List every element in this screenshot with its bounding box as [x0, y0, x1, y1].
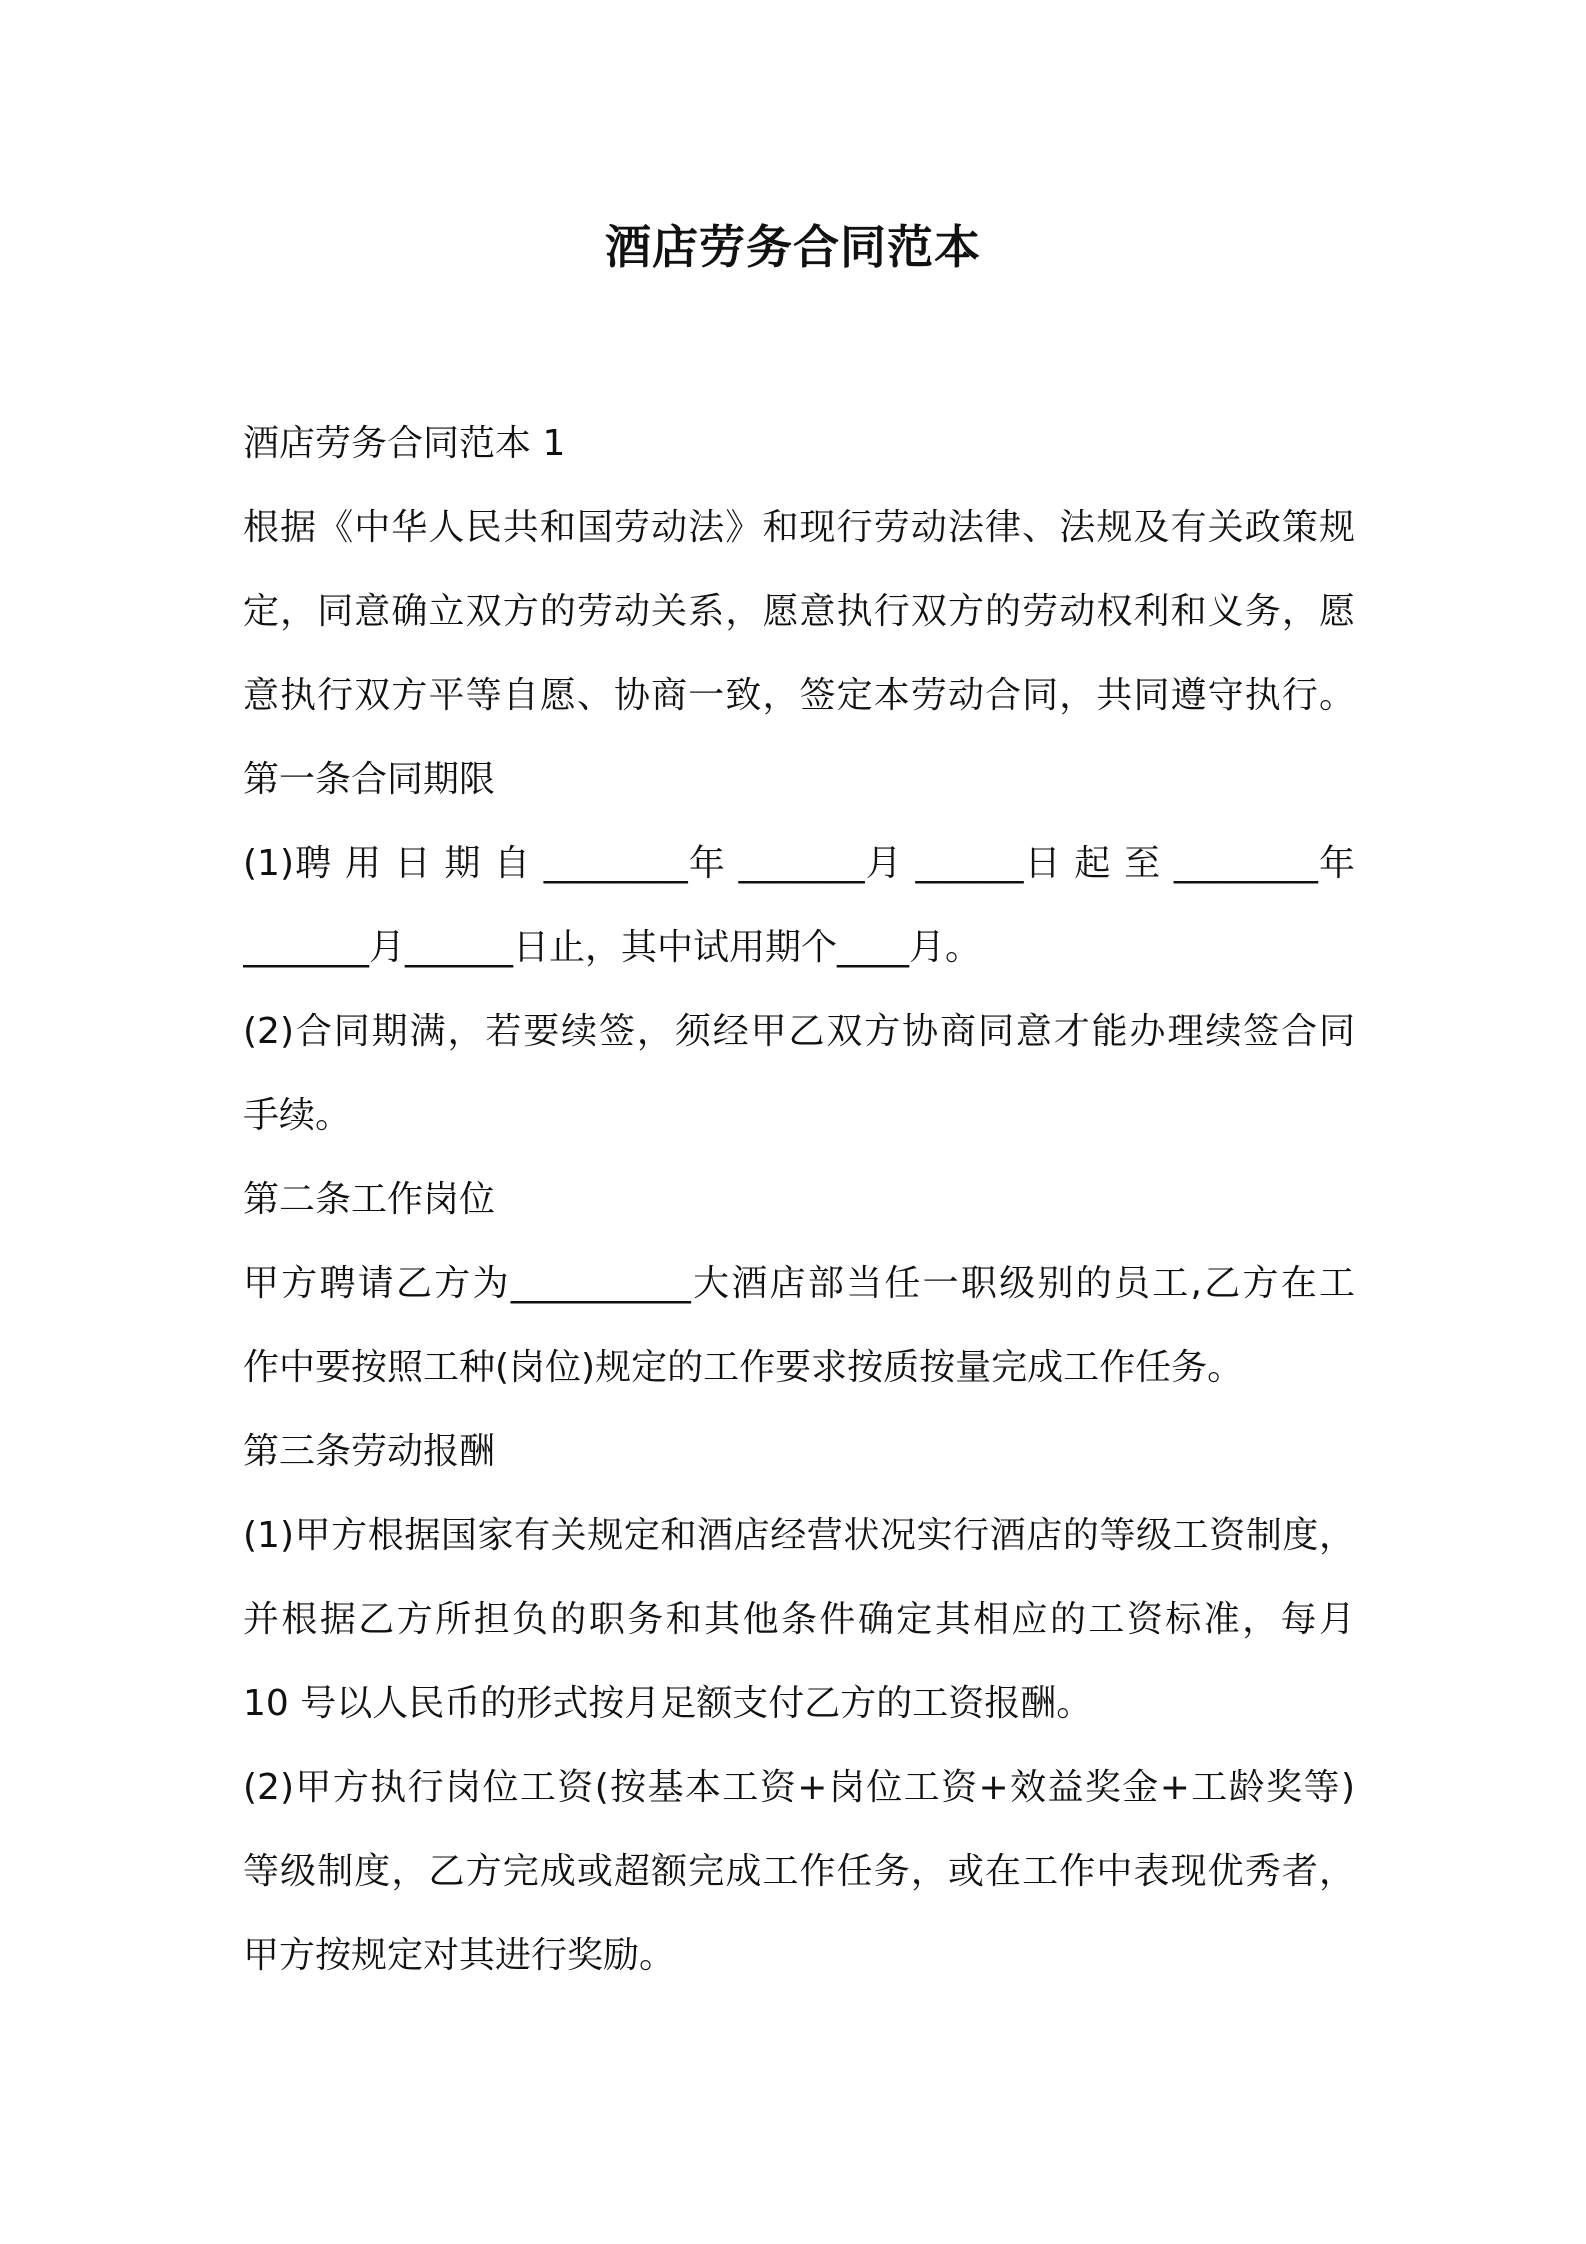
paragraph-line: (1)聘 用 日 期 自 ________年 _______月 ______日 起 至 ________年: [243, 843, 1355, 884]
paragraph-line: _______月______日止，其中试用期个____月。: [243, 927, 982, 968]
paragraph-line: 并根据乙方所担负的职务和其他条件确定其相应的工资标准，每月: [243, 1599, 1355, 1640]
article-heading-1: 第一条合同期限: [243, 759, 496, 800]
paragraph-line: 作中要按照工种(岗位)规定的工作要求按质按量完成工作任务。: [243, 1347, 1244, 1388]
paragraph-line: 定，同意确立双方的劳动关系，愿意执行双方的劳动权利和义务，愿: [243, 591, 1355, 632]
article-heading-3: 第三条劳动报酬: [243, 1431, 496, 1472]
paragraph-line: 手续。: [243, 1095, 352, 1136]
paragraph-line: 意执行双方平等自愿、协商一致，签定本劳动合同，共同遵守执行。: [243, 675, 1355, 716]
paragraph-line: 甲方聘请乙方为__________大酒店部当任一职级别的员工,乙方在工: [243, 1263, 1355, 1304]
section-heading-1: 酒店劳务合同范本 1: [243, 423, 566, 464]
document-body: [243, 402, 1355, 1998]
paragraph-line: (2)合同期满，若要续签，须经甲乙双方协商同意才能办理续签合同: [243, 1011, 1355, 1052]
paragraph-line: 根据《中华人民共和国劳动法》和现行劳动法律、法规及有关政策规: [243, 507, 1355, 548]
paragraph-line: 等级制度，乙方完成或超额完成工作任务，或在工作中表现优秀者，: [243, 1851, 1355, 1892]
paragraph-line: 10 号以人民币的形式按月足额支付乙方的工资报酬。: [243, 1683, 1093, 1724]
paragraph-line: (2)甲方执行岗位工资(按基本工资+岗位工资+效益奖金+工龄奖等): [243, 1767, 1355, 1808]
article-heading-2: 第二条工作岗位: [243, 1179, 496, 1220]
document-title: 酒店劳务合同范本: [605, 220, 981, 274]
paragraph-line: 甲方按规定对其进行奖励。: [243, 1935, 676, 1976]
paragraph-line: (1)甲方根据国家有关规定和酒店经营状况实行酒店的等级工资制度，: [243, 1515, 1355, 1556]
